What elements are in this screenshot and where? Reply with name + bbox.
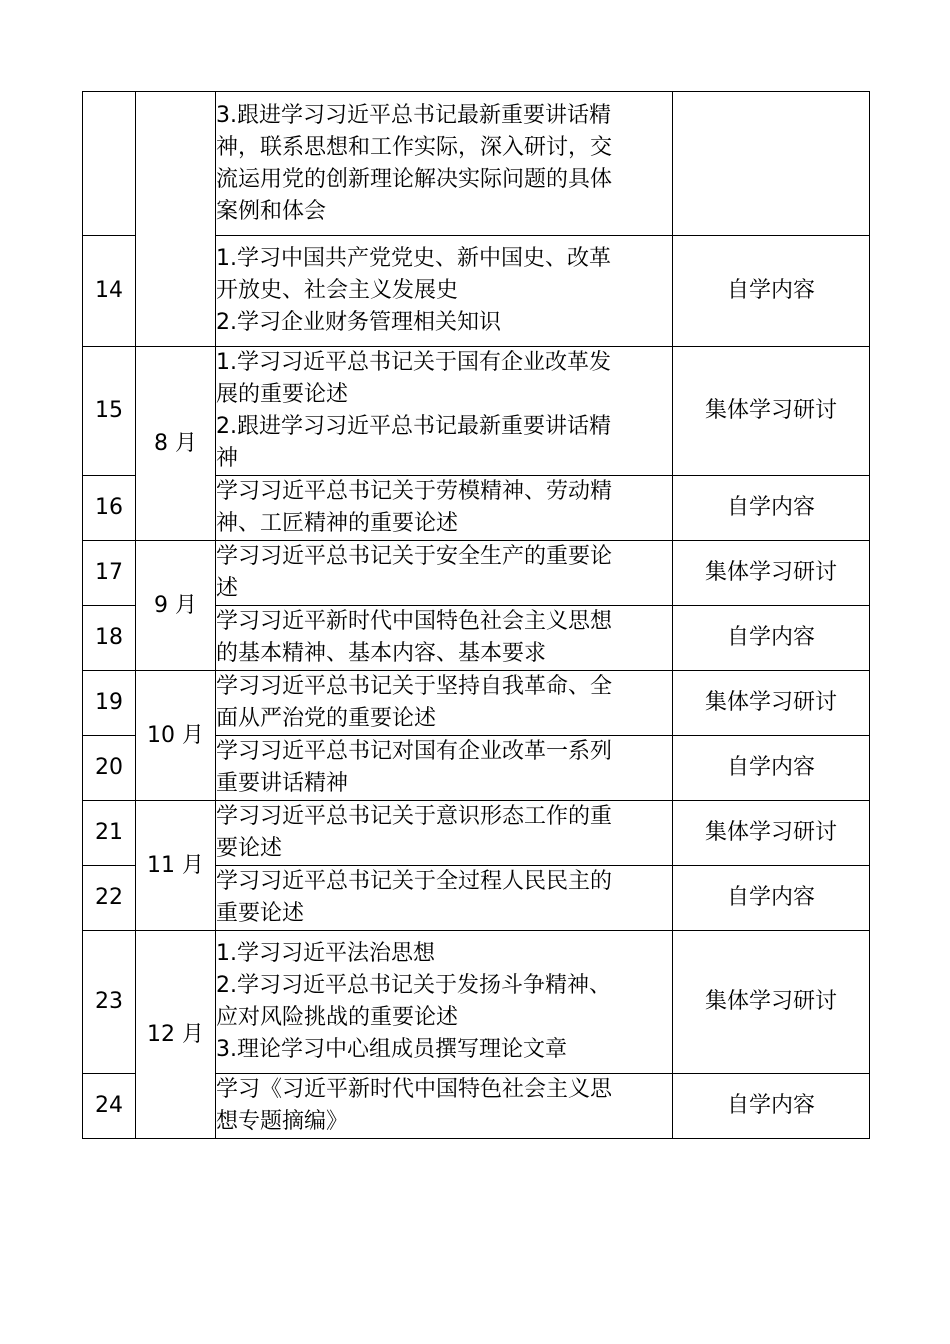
content-line: 面从严治党的重要论述 [216, 706, 437, 731]
study-content [216, 236, 673, 347]
table-row [83, 801, 870, 866]
study-type: 集体学习研讨 [673, 931, 870, 1074]
study-content [216, 347, 673, 476]
month-cell-empty [136, 92, 216, 347]
month-cell: 10 月 [136, 671, 216, 801]
study-type: 自学内容 [673, 236, 870, 347]
content-line: 重要讲话精神 [216, 771, 349, 796]
table-row [83, 541, 870, 606]
row-number: 19 [83, 671, 136, 736]
row-number [83, 92, 136, 236]
content-line: 神，联系思想和工作实际，深入研讨，交 [216, 134, 613, 160]
study-schedule-table [82, 91, 870, 1139]
content-line: 学习习近平总书记关于劳模精神、劳动精 [216, 479, 613, 504]
study-content [216, 606, 673, 671]
study-content [216, 866, 673, 931]
study-type: 自学内容 [673, 606, 870, 671]
content-line: 2.学习企业财务管理相关知识 [216, 310, 501, 335]
row-number: 20 [83, 736, 136, 801]
row-number: 16 [83, 476, 136, 541]
study-type: 自学内容 [673, 736, 870, 801]
row-number: 17 [83, 541, 136, 606]
content-line: 学习习近平总书记关于安全生产的重要论 [216, 544, 613, 569]
study-content [216, 92, 673, 236]
content-line: 神 [216, 446, 239, 471]
row-number: 18 [83, 606, 136, 671]
study-type: 自学内容 [673, 866, 870, 931]
table-row [83, 671, 870, 736]
table-row [83, 931, 870, 1074]
content-line: 学习《习近平新时代中国特色社会主义思 [216, 1077, 613, 1102]
content-line: 学习习近平新时代中国特色社会主义思想 [216, 609, 613, 634]
content-line: 开放史、社会主义发展史 [216, 278, 459, 303]
content-line: 应对风险挑战的重要论述 [216, 1005, 459, 1030]
study-type: 集体学习研讨 [673, 347, 870, 476]
content-line: 1.学习习近平法治思想 [216, 941, 435, 966]
row-number: 21 [83, 801, 136, 866]
study-type [673, 92, 870, 236]
row-number: 15 [83, 347, 136, 476]
study-content [216, 671, 673, 736]
study-type: 集体学习研讨 [673, 541, 870, 606]
month-cell: 9 月 [136, 541, 216, 671]
content-line: 学习习近平总书记关于意识形态工作的重 [216, 804, 613, 829]
row-number: 22 [83, 866, 136, 931]
content-line: 学习习近平总书记关于坚持自我革命、全 [216, 674, 613, 699]
study-type: 集体学习研讨 [673, 671, 870, 736]
study-content [216, 801, 673, 866]
content-line: 2.学习习近平总书记关于发扬斗争精神、 [216, 973, 611, 998]
content-line: 重要论述 [216, 901, 305, 926]
content-line: 学习习近平总书记对国有企业改革一系列 [216, 739, 613, 764]
content-line: 神、工匠精神的重要论述 [216, 511, 459, 536]
content-line: 学习习近平总书记关于全过程人民民主的 [216, 869, 613, 894]
study-type: 自学内容 [673, 476, 870, 541]
study-content [216, 931, 673, 1074]
content-line: 1.学习习近平总书记关于国有企业改革发 [216, 350, 611, 375]
content-line: 案例和体会 [216, 198, 327, 224]
table-row [83, 92, 870, 236]
study-content [216, 541, 673, 606]
content-line: 要论述 [216, 836, 283, 861]
content-line: 的基本精神、基本内容、基本要求 [216, 641, 547, 666]
month-cell: 8 月 [136, 347, 216, 541]
content-line: 3.理论学习中心组成员撰写理论文章 [216, 1037, 567, 1062]
study-type: 自学内容 [673, 1074, 870, 1139]
study-content [216, 1074, 673, 1139]
row-number: 23 [83, 931, 136, 1074]
study-content [216, 736, 673, 801]
content-line: 3.跟进学习习近平总书记最新重要讲话精 [216, 102, 611, 128]
content-line: 述 [216, 576, 239, 601]
month-cell: 11 月 [136, 801, 216, 931]
content-line: 流运用党的创新理论解决实际问题的具体 [216, 166, 613, 192]
row-number: 24 [83, 1074, 136, 1139]
content-line: 1.学习中国共产党党史、新中国史、改革 [216, 246, 611, 271]
row-number: 14 [83, 236, 136, 347]
content-line: 2.跟进学习习近平总书记最新重要讲话精 [216, 414, 611, 439]
study-content [216, 476, 673, 541]
content-line: 想专题摘编》 [216, 1109, 349, 1134]
study-type: 集体学习研讨 [673, 801, 870, 866]
month-cell: 12 月 [136, 931, 216, 1139]
table-row [83, 347, 870, 476]
content-line: 展的重要论述 [216, 382, 349, 407]
